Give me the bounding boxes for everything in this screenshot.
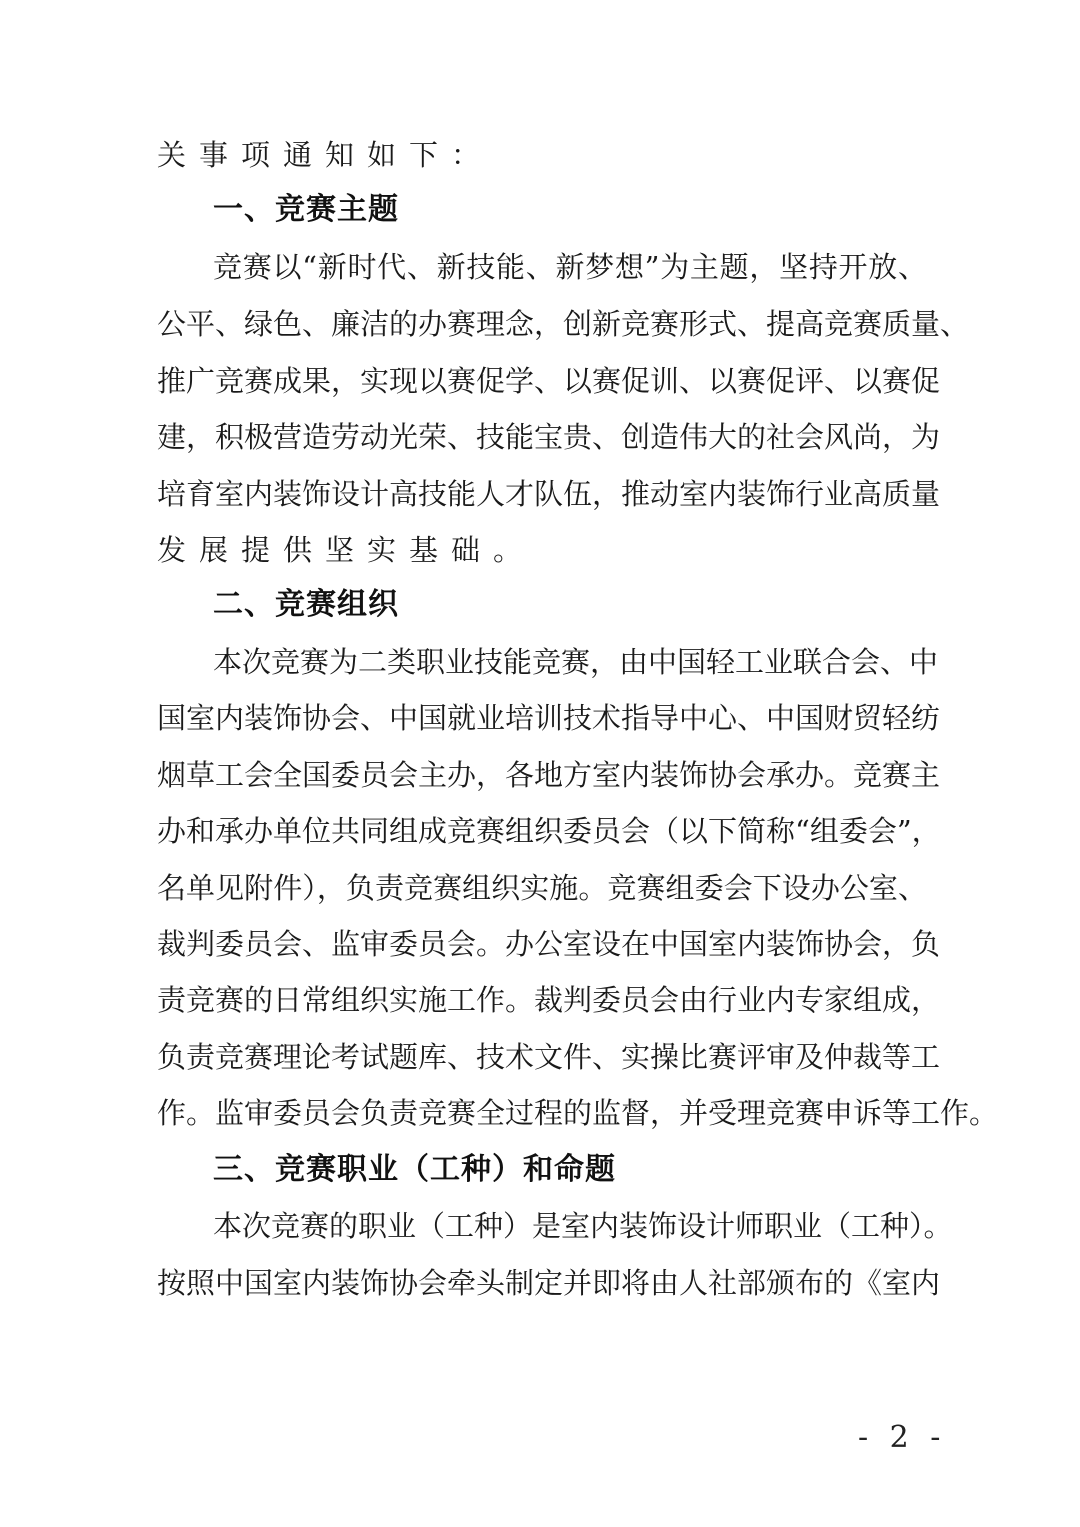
- body-text-line: 建，积极营造劳动光荣、技能宝贵、创造伟大的社会风尚，为: [157, 420, 941, 454]
- body-text-line: 办和承办单位共同组成竞赛组织委员会（以下简称“组委会”，: [157, 814, 941, 848]
- body-text-line: 培育室内装饰设计高技能人才队伍，推动室内装饰行业高质量: [157, 477, 941, 511]
- page-number: - 2 -: [858, 1420, 947, 1455]
- body-text-line: 按照中国室内装饰协会牵头制定并即将由人社部颁布的《室内: [157, 1266, 941, 1300]
- body-text-line: 发展提供坚实基础。: [157, 533, 536, 567]
- body-text-line: 责竞赛的日常组织实施工作。裁判委员会由行业内专家组成，: [157, 983, 941, 1017]
- section-heading-3: 三、竞赛职业（工种）和命题: [213, 1152, 616, 1187]
- body-text-line: 本次竞赛的职业（工种）是室内装饰设计师职业（工种）。: [213, 1209, 953, 1243]
- body-text-line: 公平、绿色、廉洁的办赛理念，创新竞赛形式、提高竞赛质量、: [157, 307, 970, 341]
- body-text-line: 作。监审委员会负责竞赛全过程的监督，并受理竞赛申诉等工作。: [157, 1096, 999, 1130]
- body-text-line: 推广竞赛成果，实现以赛促学、以赛促训、以赛促评、以赛促: [157, 364, 941, 398]
- section-heading-1: 一、竞赛主题: [213, 192, 399, 227]
- body-text-line: 关事项通知如下：: [157, 138, 494, 172]
- body-text-line: 烟草工会全国委员会主办，各地方室内装饰协会承办。竞赛主: [157, 758, 941, 792]
- body-text-line: 国室内装饰协会、中国就业培训技术指导中心、中国财贸轻纺: [157, 701, 941, 735]
- body-text-line: 裁判委员会、监审委员会。办公室设在中国室内装饰协会，负: [157, 927, 941, 961]
- body-text-line: 名单见附件），负责竞赛组织实施。竞赛组委会下设办公室、: [157, 871, 927, 905]
- body-text-line: 竞赛以“新时代、新技能、新梦想”为主题，坚持开放、: [213, 250, 927, 284]
- body-text-line: 负责竞赛理论考试题库、技术文件、实操比赛评审及仲裁等工: [157, 1040, 941, 1074]
- body-text-line: 本次竞赛为二类职业技能竞赛，由中国轻工业联合会、中: [213, 645, 939, 679]
- section-heading-2: 二、竞赛组织: [213, 587, 399, 622]
